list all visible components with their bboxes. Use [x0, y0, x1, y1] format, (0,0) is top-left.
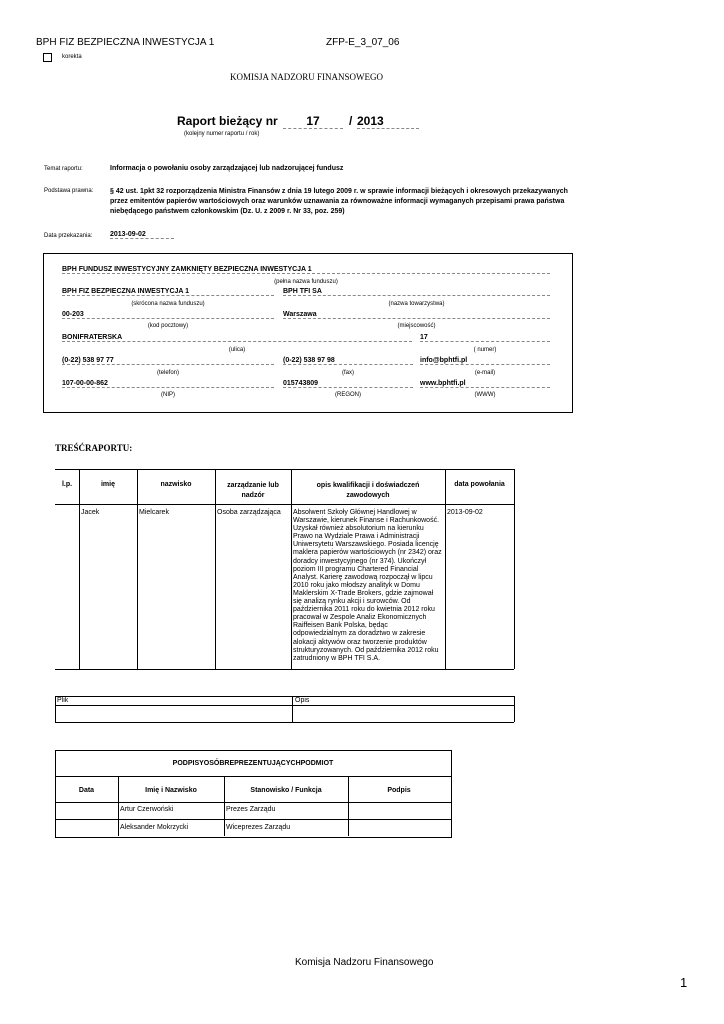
attach-divider [55, 696, 56, 722]
page-number: 1 [680, 975, 688, 990]
correction-checkbox[interactable] [43, 53, 52, 62]
col-header-description: opis kwalifikacji i doświadczeń zawodowych [316, 482, 420, 499]
table-divider [514, 469, 515, 669]
sig-col-signature: Podpis [387, 787, 411, 794]
sig-divider [118, 776, 119, 836]
form-code: ZFP-E_3_07_06 [326, 37, 400, 48]
sig-row-position: Wiceprezes Zarządu [226, 824, 291, 831]
sig-row-name: Aleksander Mokrzycki [120, 824, 189, 831]
col-header-lp: l.p. [61, 481, 73, 488]
report-slash: / [349, 114, 353, 128]
sig-border [55, 776, 451, 777]
email-caption: (e-mail) [474, 370, 496, 376]
table-divider [291, 469, 292, 669]
row-description: Absolwent Szkoły Głównej Handlowej w Warszawie, kierunek Finanse i Rachunkowość. Uzyskał również absolutorium na kierunku Prawo na Wydziale Prawa i Administracji Uniwersytetu Warszawskiego. Posiada licencję maklera papierów wartościowych (nr 2342) oraz doradcy inwestycyjnego (nr 374). Ukończył poziom III programu Chartered Financial Analyst. Karierę zawodową rozpoczął w lipcu 2010 roku jako młodszy analityk w Domu Maklerskim X-Trade Brokers, gdzie zajmował się analizą rynku akcji i surowców. Od października 2011 roku do kwietnia 2012 roku pracował w Zespole Analiz Ekonomicznych Raiffeisen Bank Polska, będąc odpowiedzialnym za doradztwo w zakresie alokacji aktywów oraz tworzenie produktów strukturyzowanych. Od października 2012 roku zatrudniony w BPH TFI S.A. [293, 509, 442, 662]
short-name-caption: (skrócona nazwa funduszu) [131, 301, 205, 307]
legal-basis: § 42 ust. 1pkt 32 rozporządzenia Ministra Finansów z dnia 19 lutego 2009 r. w sprawie informacji bieżących i okresowych przekazywanych przez emitentów papierów wartościowych oraz warunków uznawania za równoważne informacji wymaganych przepisami prawa państwa niebędącego państwem członkowskim (Dz. U. z 2009 r. Nr 33, poz. 259) [110, 188, 568, 215]
attach-bottom-border [55, 722, 514, 723]
fund-info-box [43, 253, 573, 413]
attach-divider [292, 696, 293, 722]
sig-border [55, 819, 451, 820]
correction-label: korekta [62, 54, 82, 60]
legal-label: Podstawa prawna: [44, 188, 94, 194]
regon-caption: (REGON) [335, 392, 361, 398]
transmission-date: 2013-09-02 [110, 231, 174, 239]
table-divider [79, 469, 80, 669]
row-role: Osoba zarządzająca [217, 509, 281, 516]
street-caption: (ulica) [228, 347, 246, 353]
email: info@bphtfi.pl [420, 357, 550, 365]
col-header-last-name: nazwisko [160, 481, 192, 488]
regon: 015743809 [283, 380, 413, 388]
header-company: BPH FIZ BEZPIECZNA INWESTYCJA 1 [36, 37, 215, 48]
topic-value: Informacja o powołaniu osoby zarządzającej lub nadzorującej fundusz [110, 165, 344, 172]
street: BONIFRATERSKA [62, 334, 412, 342]
postal-code: 00-203 [62, 311, 274, 319]
col-header-date: data powołania [454, 481, 505, 488]
postal-code-caption: (kod pocztowy) [147, 323, 189, 329]
fund-short-name: BPH FIZ BEZPIECZNA INWESTYCJA 1 [62, 288, 274, 296]
attach-top-border [55, 696, 514, 697]
fax: (0-22) 538 97 98 [283, 357, 413, 365]
fax-caption: (fax) [342, 370, 354, 376]
table-bottom-border [55, 669, 514, 670]
nip: 107-00-00-862 [62, 380, 274, 388]
nip-caption: (NIP) [161, 392, 175, 398]
city-caption: (miejscowość) [397, 323, 436, 329]
report-title: Raport bieżący nr [177, 114, 278, 128]
sig-divider [348, 776, 349, 836]
fund-full-name-caption: (pełna nazwa funduszu) [274, 279, 338, 285]
table-divider [137, 469, 138, 669]
attach-mid-border [55, 705, 514, 706]
row-date: 2013-09-02 [447, 509, 483, 516]
phone-caption: (telefon) [156, 370, 179, 376]
sig-border [55, 802, 451, 803]
row-last-name: Mielcarek [139, 509, 169, 516]
sig-col-position: Stanowisko / Funkcja [250, 787, 322, 794]
row-first-name: Jacek [81, 509, 100, 516]
authority-title: KOMISJA NADZORU FINANSOWEGO [230, 72, 384, 82]
fund-company: BPH TFI SA [283, 288, 550, 296]
sig-row-name: Artur Czerwoński [120, 806, 174, 813]
col-header-role: zarządzanie lub nadzór [227, 482, 279, 499]
attach-divider [514, 696, 515, 722]
content-heading: TREŚĆRAPORTU: [55, 443, 133, 453]
attach-file-label: Plik [57, 697, 69, 704]
phone: (0-22) 538 97 77 [62, 357, 274, 365]
city: Warszawa [283, 311, 550, 319]
number-caption: ( numer) [473, 347, 497, 353]
fund-full-name: BPH FUNDUSZ INWESTYCYJNY ZAMKNIĘTY BEZPIECZNA INWESTYCJA 1 [62, 266, 550, 274]
attach-desc-label: Opis [295, 697, 310, 704]
sig-divider [224, 776, 225, 836]
sig-row-position: Prezes Zarządu [226, 806, 276, 813]
www-caption: (WWW) [474, 392, 496, 398]
sig-col-name: Imię i Nazwisko [145, 787, 197, 794]
footer-authority: Komisja Nadzoru Finansowego [295, 957, 434, 968]
street-number: 17 [420, 334, 550, 342]
topic-label: Temat raportu: [44, 166, 83, 172]
www: www.bphtfi.pl [420, 380, 550, 388]
report-subtitle: (kolejny numer raportu / rok) [184, 131, 260, 137]
report-year: 2013 [357, 114, 419, 129]
sig-col-date: Data [78, 787, 95, 794]
table-divider [445, 469, 446, 669]
col-header-first-name: imię [100, 481, 115, 488]
date-label: Data przekazania: [44, 233, 93, 239]
signatures-heading: PODPISYOSÓBREPREZENTUJĄCYCHPODMIOT [172, 760, 334, 767]
table-divider [215, 469, 216, 669]
report-number: 17 [283, 114, 343, 129]
company-caption: (nazwa towarzystwa) [388, 301, 445, 307]
